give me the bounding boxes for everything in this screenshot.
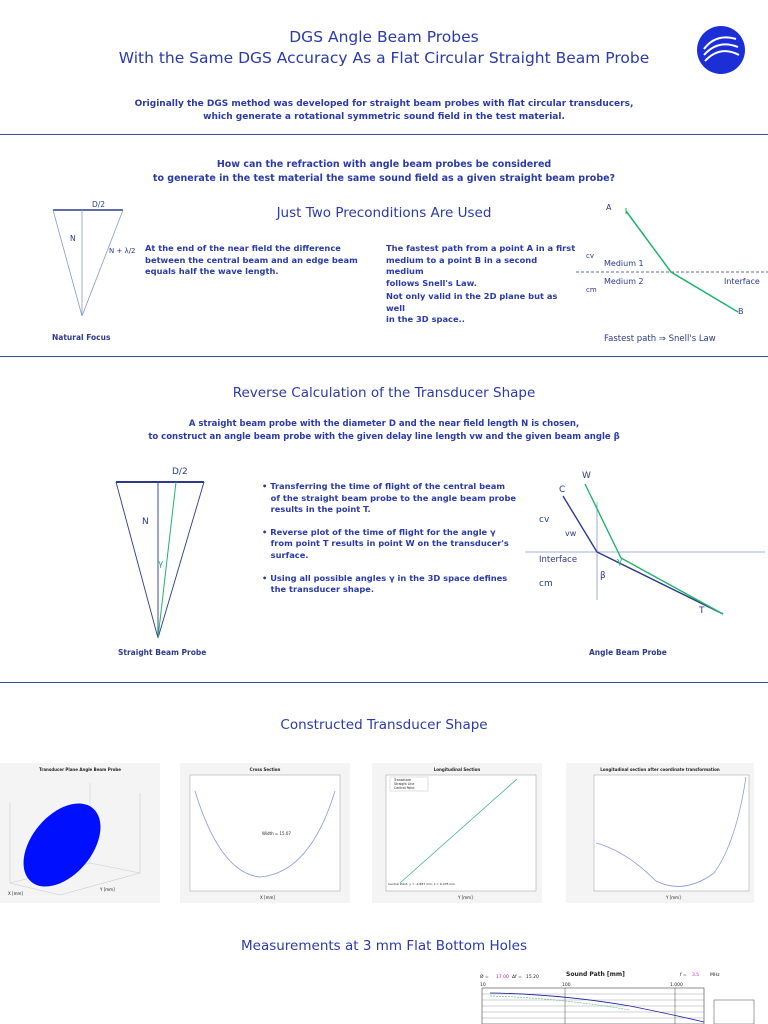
precondition-text-a — [145, 243, 375, 278]
beta-label: β — [600, 571, 606, 581]
point-w-label: W — [582, 471, 591, 481]
legend-transducer: Transducer — [394, 778, 412, 782]
text-b-line: follows Snell's Law. — [386, 277, 477, 288]
gamma-label: γ — [158, 559, 164, 569]
diameter-label: Ø = — [480, 975, 489, 980]
diameter-value: 17.00 — [496, 975, 509, 980]
straight-beam-probe-diagram — [100, 460, 230, 660]
x-axis-label: Y [mm] — [666, 895, 681, 900]
plot-title: Cross Section — [249, 767, 281, 772]
frequency-value: 3.5 — [692, 973, 700, 978]
plot-title: Longitudinal section after coordinate transformation — [600, 767, 720, 772]
sub-line-1: A straight beam probe with the diameter D and the near field length N is chosen, — [188, 419, 580, 429]
text-a-line: At the end of the near field the difference — [145, 243, 341, 253]
point-t-label: T — [699, 606, 705, 616]
measurement-chart — [470, 966, 768, 1024]
angle-beam-caption: Angle Beam Probe — [589, 648, 667, 657]
n-label: N — [70, 234, 76, 243]
question-line-1: How can the refraction with angle beam probes be considered — [216, 159, 552, 170]
n-plus-lambda-label: N + λ/2 — [109, 247, 136, 255]
interface-label: Interface — [539, 555, 578, 565]
natural-focus-diagram — [40, 196, 150, 344]
cm-label: cm — [586, 286, 597, 294]
cross-section-area — [180, 763, 350, 903]
divider-2 — [0, 356, 768, 357]
sound-path-title: Sound Path [mm] — [566, 971, 625, 978]
frequency-unit: MHz — [710, 973, 720, 978]
d-half-label: D/2 — [92, 200, 106, 209]
x-axis-label: X [mm] — [260, 895, 275, 900]
angle-beam-probe-diagram — [525, 462, 765, 662]
tick-10: 10 — [480, 983, 486, 988]
bullet-list — [262, 481, 522, 596]
tick-1000: 1.000 — [670, 983, 683, 988]
bullet-line: results in the point T. — [262, 504, 371, 515]
width-note: Width = 15.07 — [262, 831, 291, 836]
constructed-shape-heading: Constructed Transducer Shape — [280, 717, 488, 733]
transducer-plane-plot — [0, 763, 160, 903]
text-a-line: between the central beam and an edge beam — [145, 254, 358, 265]
natural-focus-caption: Natural Focus — [52, 333, 111, 342]
cv-label: cv — [586, 252, 594, 260]
longitudinal-section-plot — [372, 763, 542, 903]
cv-label: cv — [539, 515, 550, 525]
poster-title — [0, 27, 768, 69]
transformed-section-area — [566, 763, 754, 903]
plot-title: Longitudinal Section — [433, 767, 481, 772]
medium2-label: Medium 2 — [604, 277, 644, 286]
delta-f-label: Δf = — [512, 975, 522, 980]
bullet-line: surface. — [262, 549, 309, 560]
vw-label: vw — [565, 529, 577, 538]
bullet-line: of the straight beam probe to the angle beam probe — [262, 492, 517, 503]
bullet-line: • Using all possible angles γ in the 3D space defines — [262, 572, 508, 583]
sub-line-2: to construct an angle beam probe with the given delay line length vw and the given beam angle β — [148, 431, 620, 442]
question-text — [0, 158, 768, 186]
tick-100: 100 — [562, 983, 571, 988]
point-a-label: A — [606, 203, 612, 212]
title-line-2: With the Same DGS Accuracy As a Flat Circular Straight Beam Probe — [118, 49, 650, 67]
n-label: N — [142, 517, 149, 527]
text-b-line: medium to a point B in a second medium — [386, 254, 538, 276]
straight-beam-caption: Straight Beam Probe — [118, 648, 207, 657]
3d-plot-area — [0, 763, 160, 903]
x-axis-label: Y [mm] — [458, 895, 473, 900]
x-axis-label: X [mm] — [8, 891, 23, 896]
legend-straight-line: Straight Line — [394, 782, 415, 786]
snells-law-diagram — [576, 196, 768, 348]
divider-3 — [0, 682, 768, 683]
point-c-label: C — [559, 485, 566, 495]
company-logo-icon — [696, 25, 746, 75]
bullet-line: • Transferring the time of flight of the central beam — [262, 481, 505, 491]
central-point-note: Central Point: y = -4.887 mm, z = 6.478 mm — [388, 882, 456, 886]
precondition-text-c — [386, 291, 576, 326]
medium1-label: Medium 1 — [604, 259, 644, 268]
legend-central-point: Central Point — [394, 786, 415, 790]
text-a-line: equals half the wave length. — [145, 266, 279, 276]
reverse-calc-subtext — [0, 418, 768, 443]
precondition-text-b — [386, 243, 576, 289]
intro-text — [0, 98, 768, 123]
delta-f-value: 15.20 — [526, 975, 539, 980]
divider-1 — [0, 134, 768, 135]
transformed-section-plot — [566, 763, 754, 903]
intro-line-2: which generate a rotational symmetric sound field in the test material. — [203, 111, 565, 122]
cross-section-plot — [180, 763, 350, 903]
snells-law-caption: Fastest path ⇒ Snell's Law — [604, 334, 716, 344]
gamma-label: γ — [617, 557, 623, 567]
plot-title: Transducer Plane Angle Beam Probe — [39, 767, 121, 772]
d-half-label: D/2 — [172, 467, 188, 477]
preconditions-heading: Just Two Preconditions Are Used — [276, 205, 492, 221]
point-b-label: B — [738, 307, 744, 316]
text-b-line: The fastest path from a point A in a first — [386, 243, 576, 253]
measurements-heading: Measurements at 3 mm Flat Bottom Holes — [240, 938, 528, 954]
question-line-2: to generate in the test material the same sound field as a given straight beam probe? — [152, 173, 616, 184]
cm-label: cm — [539, 579, 553, 589]
frequency-label: f = — [680, 973, 687, 978]
y-axis-label: Y [mm] — [100, 887, 115, 892]
bullet-line: from point T results in point W on the transducer's — [262, 538, 509, 549]
interface-label: Interface — [724, 277, 760, 286]
bullet-line: • Reverse plot of the time of flight for the angle γ — [262, 526, 496, 537]
text-c-line: in the 3D space.. — [386, 314, 465, 324]
title-line-1: DGS Angle Beam Probes — [289, 28, 479, 46]
bullet-line: the transducer shape. — [262, 584, 375, 595]
longitudinal-section-area — [372, 763, 542, 903]
intro-line-1: Originally the DGS method was developed for straight beam probes with flat circular transducers, — [134, 99, 634, 109]
reverse-calc-heading: Reverse Calculation of the Transducer Shape — [232, 385, 536, 401]
text-c-line: Not only valid in the 2D plane but as well — [386, 291, 558, 313]
